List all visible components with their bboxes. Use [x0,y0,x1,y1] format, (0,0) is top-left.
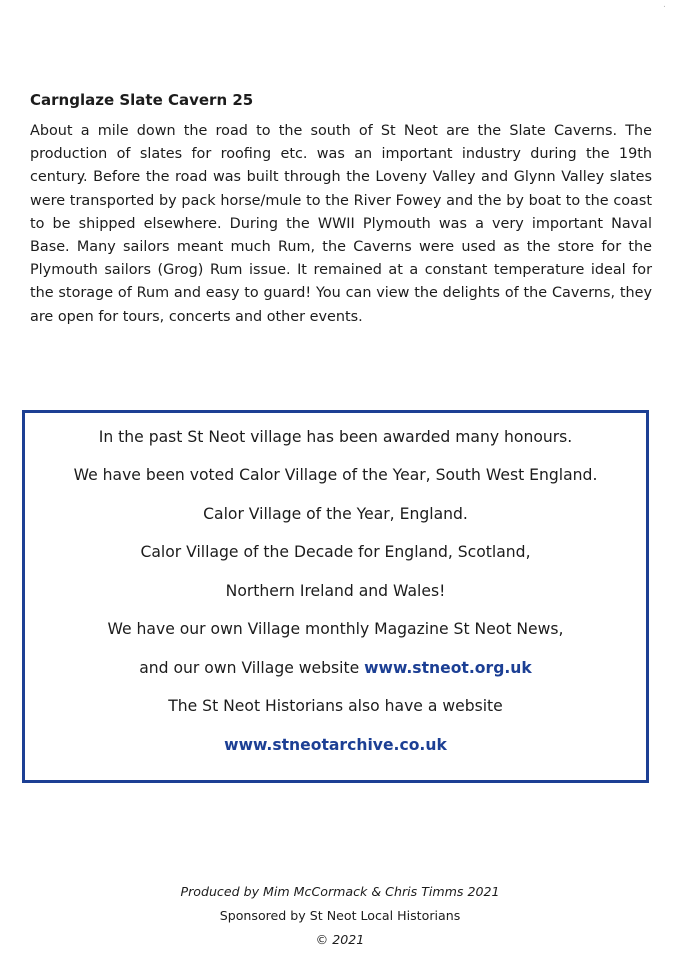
honours-website-line [25,658,646,678]
footer-copyright: © 2021 [315,932,365,947]
corner-mark: . [663,0,666,10]
honours-award-south-west: We have been voted Calor Village of the Year, South West England. [73,466,598,484]
honours-intro: In the past St Neot village has been awarded many honours. [98,428,573,446]
footer-sponsored-by: Sponsored by St Neot Local Historians [219,908,461,923]
honours-historians: The St Neot Historians also have a website [168,697,503,715]
website-prefix: and our own Village website [139,659,365,677]
section-body: About a mile down the road to the south of St Neot are the Slate Caverns. The production of slates for roofing etc. was an important industry during the 19th century. Before the road was built through the Loveny Valley and Glynn Valley slates were transported by pack horse/mule to the River Fowey and the by boat to the coast to be shipped elsewhere. During the WWII Plymouth was a very important Naval Base. Many sailors meant much Rum, the Caverns were used as the store for the Plymouth sailors (Grog) Rum issue. It remained at a constant temperature ideal for the storage of Rum and easy to guard! You can view the delights of the Caverns, they are open for tours, concerts and other events. [30,123,652,325]
archive-website-link[interactable]: www.stneotarchive.co.uk [224,736,447,754]
honours-award-england: Calor Village of the Year, England. [203,505,468,523]
footer-produced-by: Produced by Mim McCormack & Chris Timms 2021 [180,884,500,899]
section-title: Carnglaze Slate Cavern 25 [30,91,254,109]
village-website-link[interactable]: www.stneot.org.uk [364,659,532,677]
honours-award-decade: Calor Village of the Decade for England, Scotland, [140,543,531,561]
honours-award-decade-cont: Northern Ireland and Wales! [225,582,446,600]
honours-box [22,410,649,783]
honours-magazine: We have our own Village monthly Magazine St Neot News, [107,620,564,638]
